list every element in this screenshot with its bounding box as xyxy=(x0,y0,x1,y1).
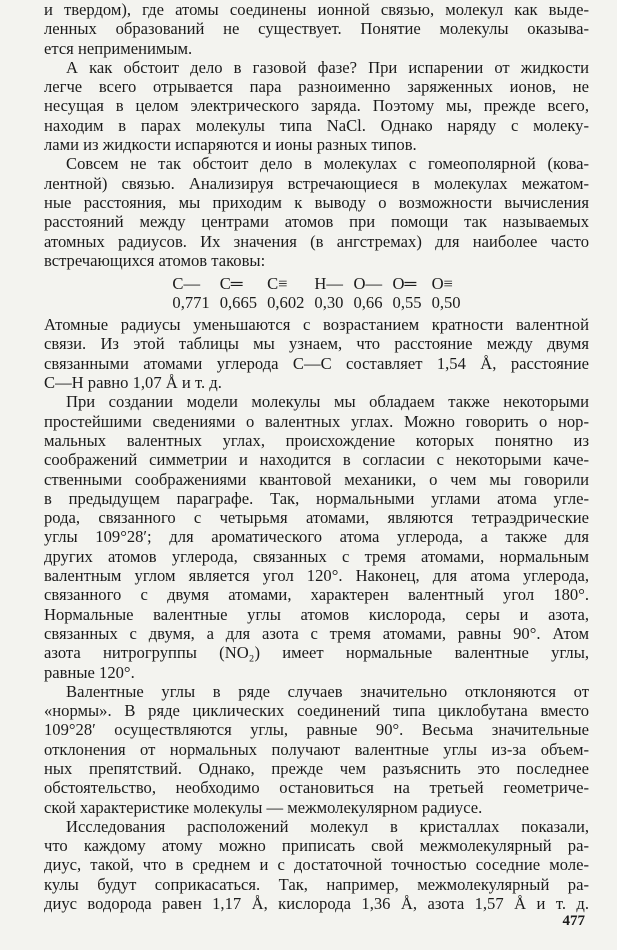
text-line: Исследования расположений молекул в кристаллах показали, xyxy=(66,816,589,836)
text-line: обстоятельство, необходимо остановиться на третьей геометриче- xyxy=(44,778,589,798)
text-line: диус, такой, что в среднем и с достаточной точностью соседние моле- xyxy=(44,855,589,875)
bond-values-row xyxy=(167,293,465,312)
body-text xyxy=(44,0,589,913)
text-line: связи. Из этой таблицы мы узнаем, что расстояние между двумя xyxy=(44,334,589,354)
text-line: ленных образований не существует. Понятие молекулы оказыва- xyxy=(44,19,589,39)
text-line: С—Н равно 1,07 Å и т. д. xyxy=(44,373,222,393)
text-line: расстояний между центрами атомов при помощи так называемых xyxy=(44,212,589,232)
text-line: Атомные радиусы уменьшаются с возрастанием кратности валентной xyxy=(44,315,589,335)
paragraph xyxy=(44,58,589,154)
text-line: равные 120°. xyxy=(44,662,135,682)
bond-symbols-row xyxy=(167,274,465,293)
text-line: 109°28′ осуществляются углы, равные 90°. Весьма значительные xyxy=(44,720,589,740)
text-line: несущая в целом электрического заряда. Поэтому мы, прежде всего, xyxy=(44,96,589,116)
text-line: диус водорода равен 1,17 Å, кислорода 1,36 Å, азота 1,57 Å и т. д. xyxy=(44,894,589,914)
paragraph xyxy=(44,154,589,270)
text-line: азота нитрогруппы (NO₂) имеет нормальные валентные углы, xyxy=(44,643,589,663)
text-line: ных препятствий. Однако, прежде чем разъяснить это последнее xyxy=(44,758,589,778)
paragraph xyxy=(44,315,589,392)
atomic-radii-table xyxy=(167,274,465,312)
page-number: 477 xyxy=(562,913,585,929)
bond-symbol: C— xyxy=(172,274,201,294)
bond-radius-value: 0,55 xyxy=(392,293,422,313)
text-line: находим в парах молекулы типа NaCl. Однако наряду с молеку- xyxy=(44,115,589,135)
text-line: При создании модели молекулы мы обладаем также некоторыми xyxy=(66,392,589,412)
bond-radius-value: 0,602 xyxy=(267,293,305,313)
text-line: других атомов углерода, связанных с тремя атомами, нормальным xyxy=(44,546,589,566)
text-line: углы 109°28′; для ароматического атома углерода, а также для xyxy=(44,527,589,547)
text-line: лентной) связью. Анализируя встречающиеся в молекулах межатом- xyxy=(44,173,589,193)
bond-symbol: O═ xyxy=(392,274,417,294)
text-line: простейшими сведениями о валентных углах. Можно говорить о нор- xyxy=(44,411,589,431)
bond-radius-value: 0,665 xyxy=(219,293,258,313)
text-line: лами из жидкости испаряются и ионы разных типов. xyxy=(44,135,417,155)
text-line: связанными атомами углерода С—С составляет 1,54 Å, расстояние xyxy=(44,353,589,373)
bond-symbol: C≡ xyxy=(267,274,288,294)
text-line: Нормальные валентные углы атомов кислорода, серы и азота, xyxy=(44,604,589,624)
text-line: соображений симметрии и находится в согласии с некоторыми каче- xyxy=(44,450,589,470)
text-line: Совсем не так обстоит дело в молекулах с гомеополярной (кова- xyxy=(66,154,589,174)
text-line: Валентные углы в ряде случаев значительно отклоняются от xyxy=(66,681,589,701)
text-line: мальных валентных углах, происхождение которых понятно из xyxy=(44,430,589,450)
paragraph xyxy=(44,0,589,58)
text-line: легче всего отрывается пара разноименно заряженных ионов, не xyxy=(44,77,589,97)
text-line: рода, связанного с четырьмя атомами, являются тетраэдрические xyxy=(44,508,589,528)
text-line: «нормы». В ряде циклических соединений типа циклобутана вместо xyxy=(44,701,589,721)
bond-radius-value: 0,30 xyxy=(314,293,344,313)
text-line: что каждому атому можно приписать свой межмолекулярный ра- xyxy=(44,836,589,856)
text-line: ные расстояния, мы приходим к выводу о возможности вычисления xyxy=(44,192,589,212)
text-line: и твердом), где атомы соединены ионной связью, молекул как выде- xyxy=(44,0,589,19)
bond-symbol: H— xyxy=(314,274,343,294)
paragraph xyxy=(44,817,589,913)
text-line: валентным углом является угол 120°. Наконец, для атома углерода, xyxy=(44,566,589,586)
bond-symbol: O— xyxy=(353,274,383,294)
paragraph xyxy=(44,392,589,681)
paragraphs-top xyxy=(44,0,589,270)
text-line: А как обстоит дело в газовой фазе? При испарении от жидкости xyxy=(66,57,589,77)
text-line: отклонения от нормальных получают валентные углы из-за объем- xyxy=(44,739,589,759)
bond-radius-value: 0,66 xyxy=(353,293,383,313)
text-line: ется неприменимым. xyxy=(44,38,193,58)
text-line: атомных радиусов. Их значения (в ангстремах) для наиболее часто xyxy=(44,231,589,251)
paragraphs-bottom xyxy=(44,315,589,913)
text-line: ственными соображениями квантовой механики, о чем мы говорили xyxy=(44,469,589,489)
text-line: связанного с двумя атомами, характерен валентный угол 180°. xyxy=(44,585,589,605)
text-line: связанных с двумя, а для азота с тремя атомами, равны 90°. Атом xyxy=(44,623,589,643)
text-line: ской характеристике молекулы — межмолекулярном радиусе. xyxy=(44,797,483,817)
bond-symbol: C═ xyxy=(219,274,243,294)
paragraph xyxy=(44,682,589,817)
bond-radius-value: 0,50 xyxy=(431,293,461,313)
bond-symbol: O≡ xyxy=(431,274,453,294)
text-line: встречающихся атомов таковы: xyxy=(44,250,266,270)
bond-radius-value: 0,771 xyxy=(172,293,210,313)
text-line: кулы будут соприкасаться. Так, например, межмолекулярный ра- xyxy=(44,874,589,894)
text-line: в предыдущем параграфе. Так, нормальными углами атома угле- xyxy=(44,488,589,508)
